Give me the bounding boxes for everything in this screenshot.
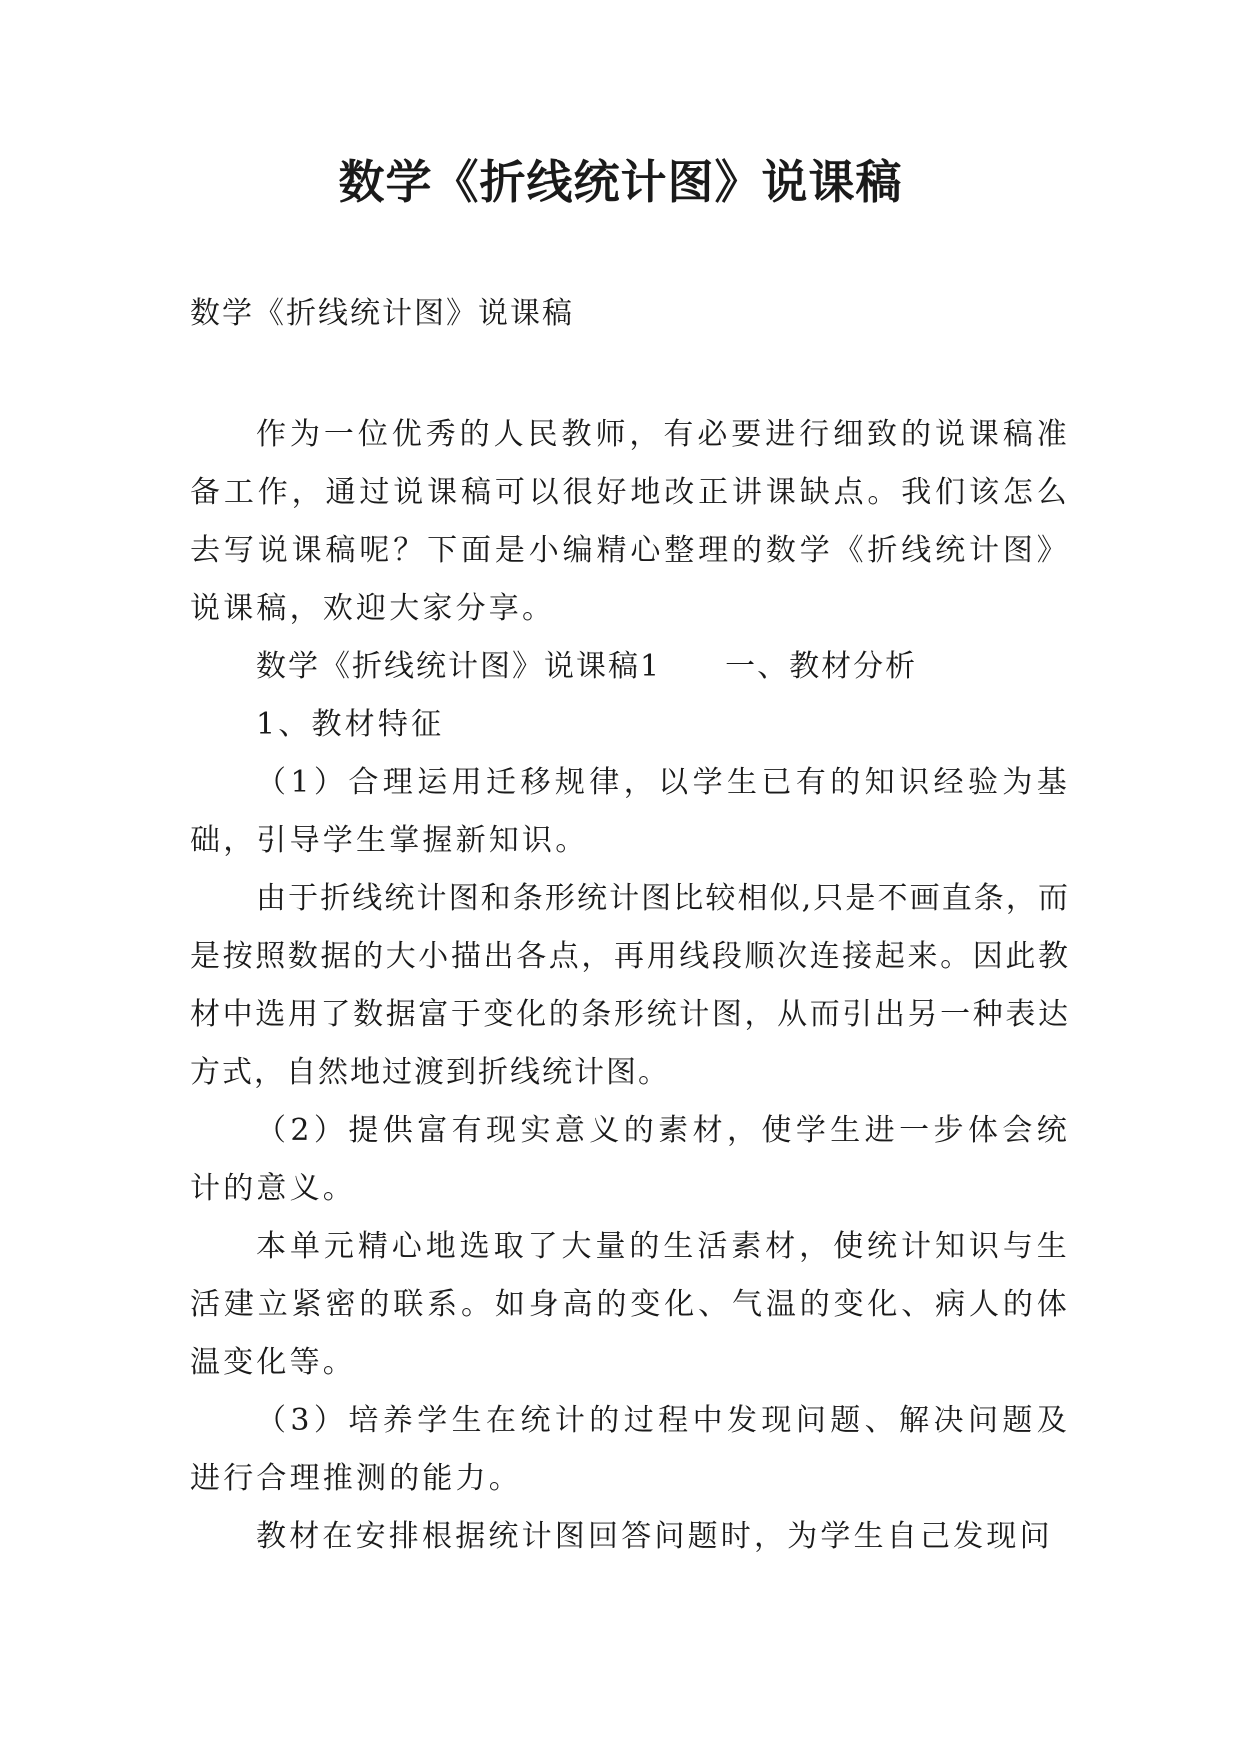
paragraph-intro: 作为一位优秀的人民教师，有必要进行细致的说课稿准备工作，通过说课稿可以很好地改正讲课缺点。我们该怎么去写说课稿呢？下面是小编精心整理的数学《折线统计图》说课稿，欢迎大家分享。 [190, 417, 1070, 626]
paragraph-point-3-detail: 教材在安排根据统计图回答问题时，为学生自己发现问 [256, 1519, 1053, 1554]
page-title: 数学《折线统计图》说课稿 [338, 155, 903, 209]
document-subtitle: 数学《折线统计图》说课稿 [190, 296, 574, 331]
paragraph-subheading: 1、教材特征 [256, 707, 445, 742]
paragraph-point-1: （1）合理运用迁移规律，以学生已有的知识经验为基础，引导学生掌握新知识。 [190, 765, 1070, 858]
document-body [190, 406, 1070, 1566]
paragraph-point-2-detail: 本单元精心地选取了大量的生活素材，使统计知识与生活建立紧密的联系。如身高的变化、气温的变化、病人的体温变化等。 [190, 1229, 1070, 1380]
paragraph-section-heading: 数学《折线统计图》说课稿1 一、教材分析 [256, 649, 918, 684]
paragraph-point-3: （3）培养学生在统计的过程中发现问题、解决问题及进行合理推测的能力。 [190, 1403, 1070, 1496]
paragraph-point-2: （2）提供富有现实意义的素材，使学生进一步体会统计的意义。 [190, 1113, 1070, 1206]
paragraph-point-1-detail: 由于折线统计图和条形统计图比较相似,只是不画直条，而是按照数据的大小描出各点，再用线段顺次连接起来。因此教材中选用了数据富于变化的条形统计图，从而引出另一种表达方式，自然地过渡到折线统计图。 [190, 881, 1070, 1090]
